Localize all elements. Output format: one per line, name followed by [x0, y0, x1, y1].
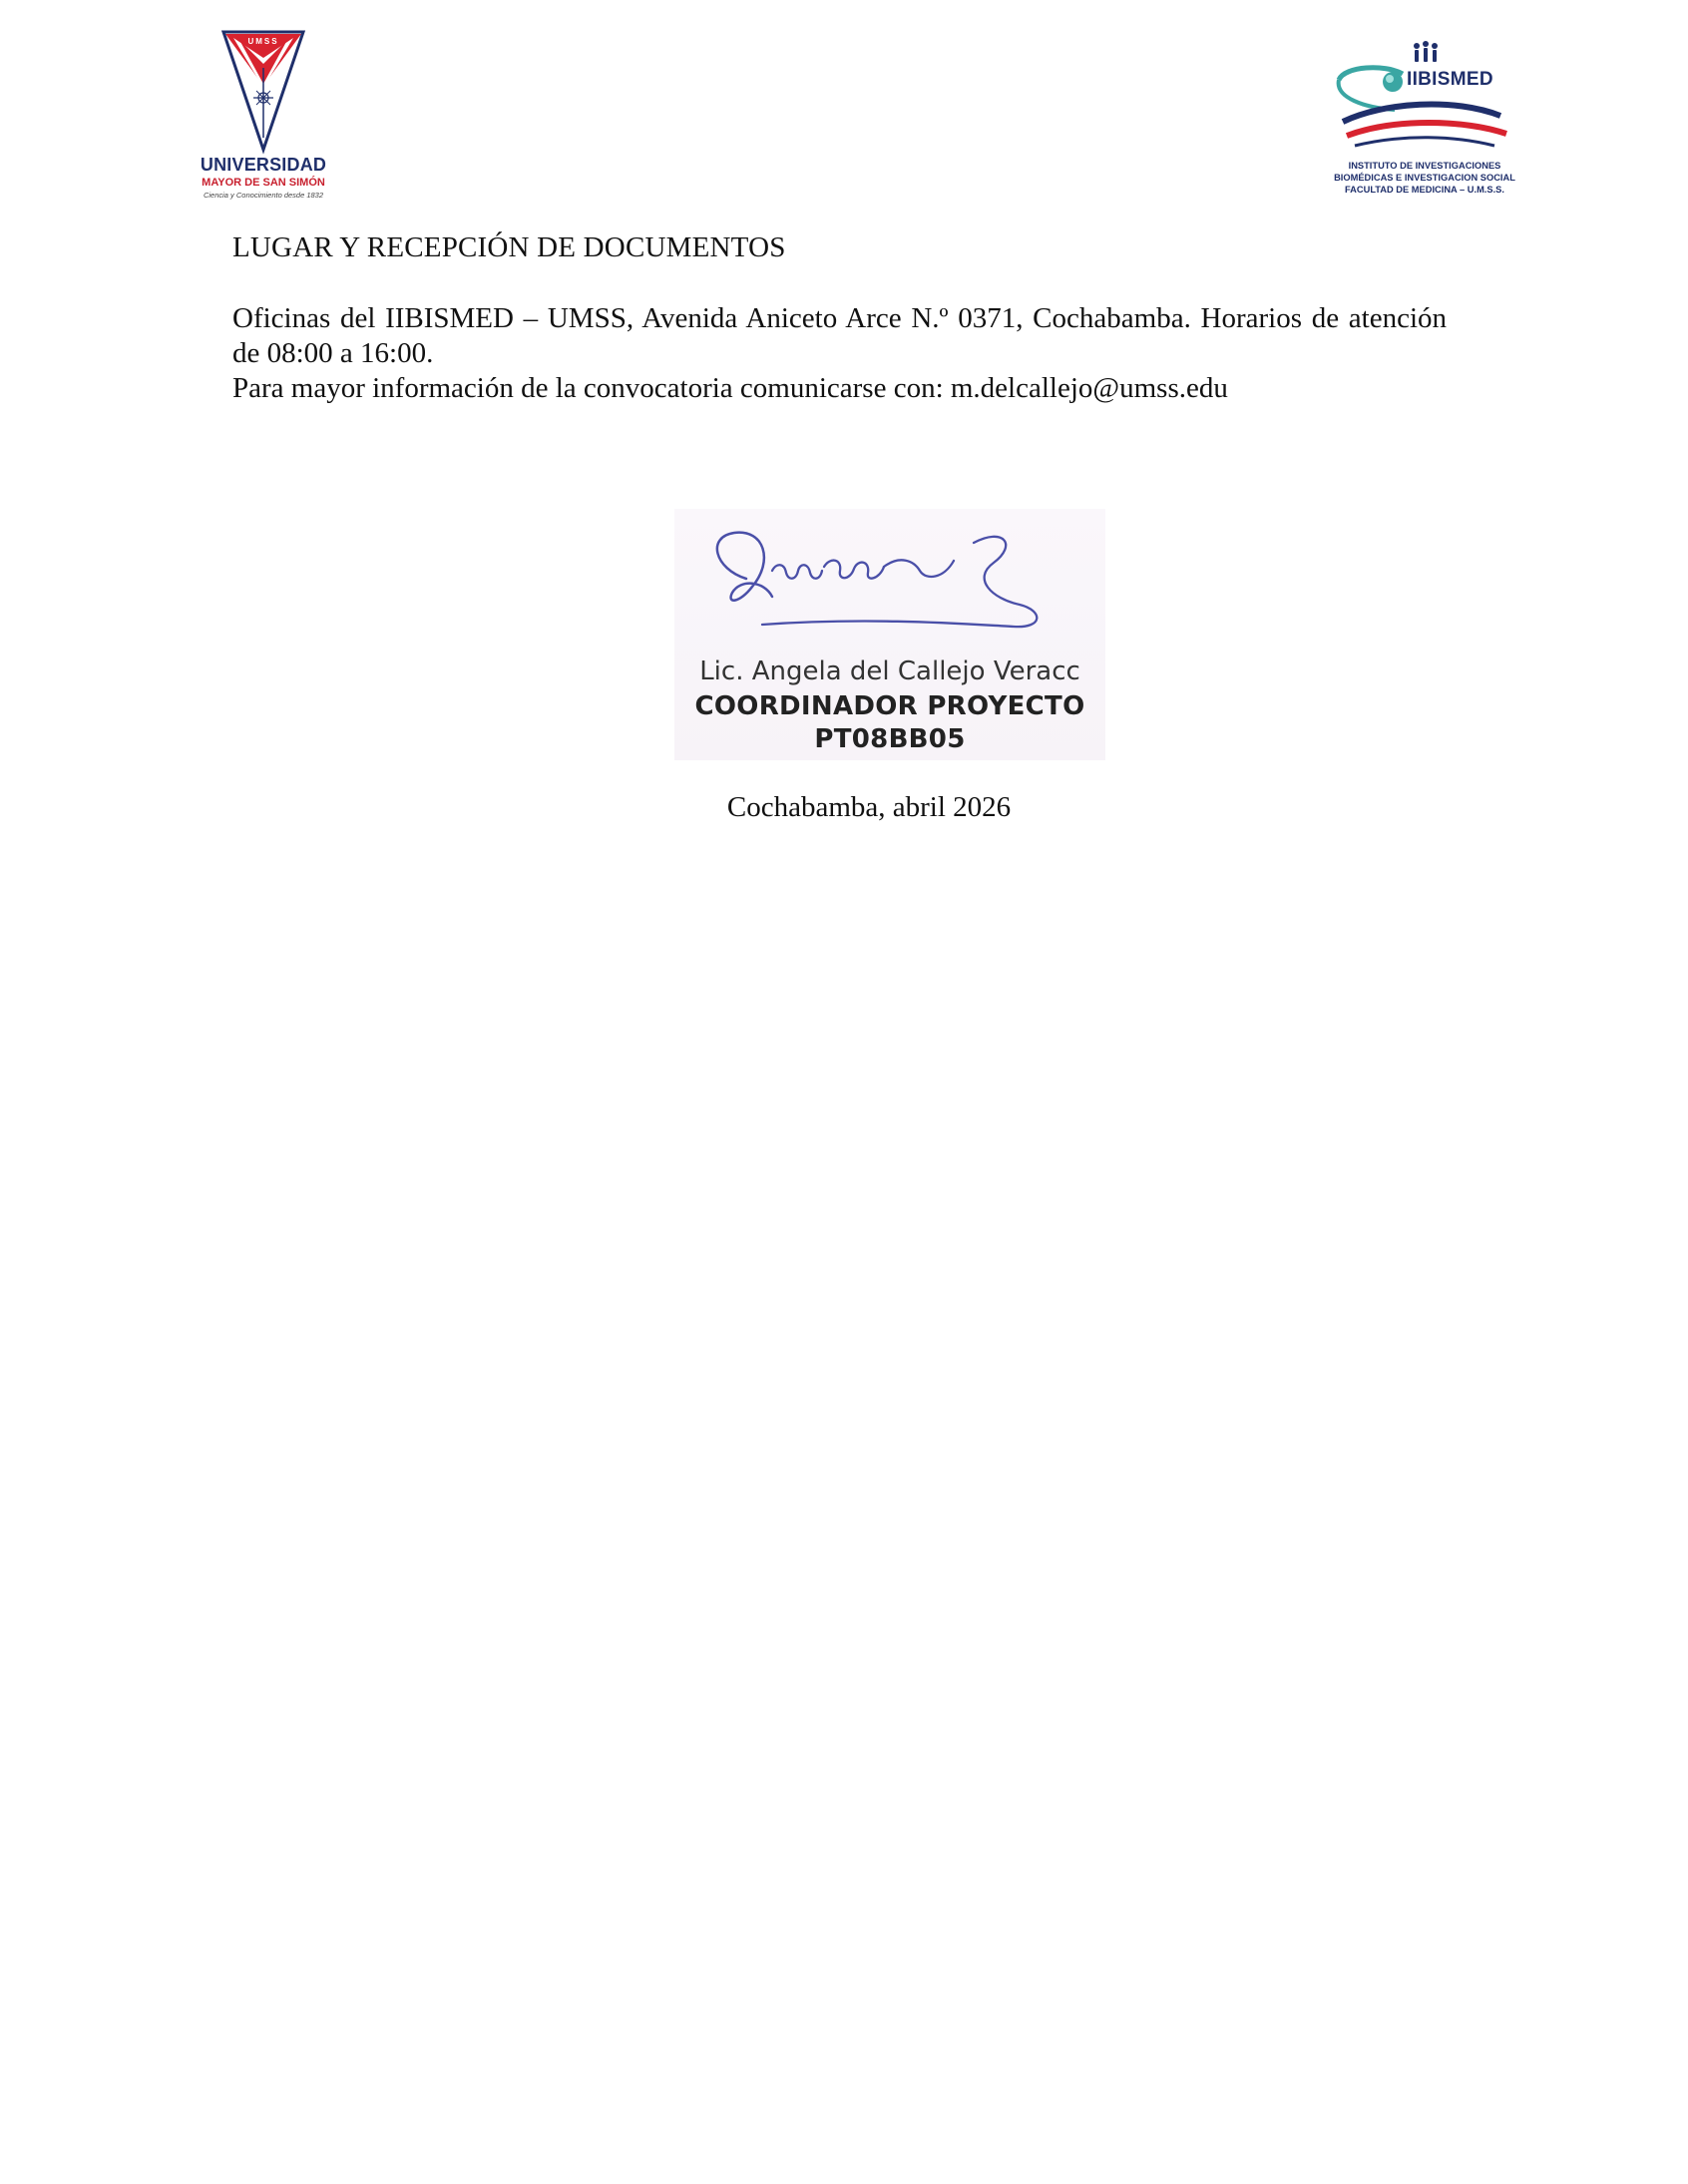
section-heading: LUGAR Y RECEPCIÓN DE DOCUMENTOS	[232, 231, 786, 263]
iibismed-emblem-icon	[1325, 38, 1524, 158]
address-paragraph: Oficinas del IIBISMED – UMSS, Avenida Aniceto Arce N.º 0371, Cochabamba. Horarios de atención de 08:00 a 16:00.	[232, 302, 1447, 369]
iibismed-logo	[1325, 38, 1524, 208]
institute-line-3: FACULTAD DE MEDICINA – U.M.S.S.	[1345, 185, 1504, 195]
umss-tagline: Ciencia y Conocimiento desde 1832	[203, 191, 324, 200]
iibismed-brand: IIBISMED	[1407, 69, 1493, 90]
project-code: PT08BB05	[814, 724, 966, 754]
signatory-name: Lic. Angela del Callejo Veracc	[699, 656, 1080, 686]
institute-line-2: BIOMÉDICAS E INVESTIGACION SOCIAL	[1334, 173, 1515, 183]
umss-subtitle: MAYOR DE SAN SIMÓN	[202, 177, 325, 189]
institute-line-1: INSTITUTO DE INVESTIGACIONES	[1348, 161, 1501, 171]
umss-logo	[198, 28, 329, 208]
place-date: Cochabamba, abril 2026	[726, 791, 1012, 823]
signatory-role: COORDINADOR PROYECTO	[694, 691, 1085, 721]
handwritten-signature-icon	[674, 509, 1105, 658]
umss-shield-icon	[198, 28, 329, 158]
signature-block	[674, 509, 1105, 760]
umss-badge-text: UMSS	[247, 37, 279, 46]
iibismed-institute	[1325, 160, 1524, 196]
umss-name: UNIVERSIDAD	[200, 155, 327, 175]
contact-paragraph: Para mayor información de la convocatoria comunicarse con: m.delcallejo@umss.edu	[232, 372, 1228, 404]
